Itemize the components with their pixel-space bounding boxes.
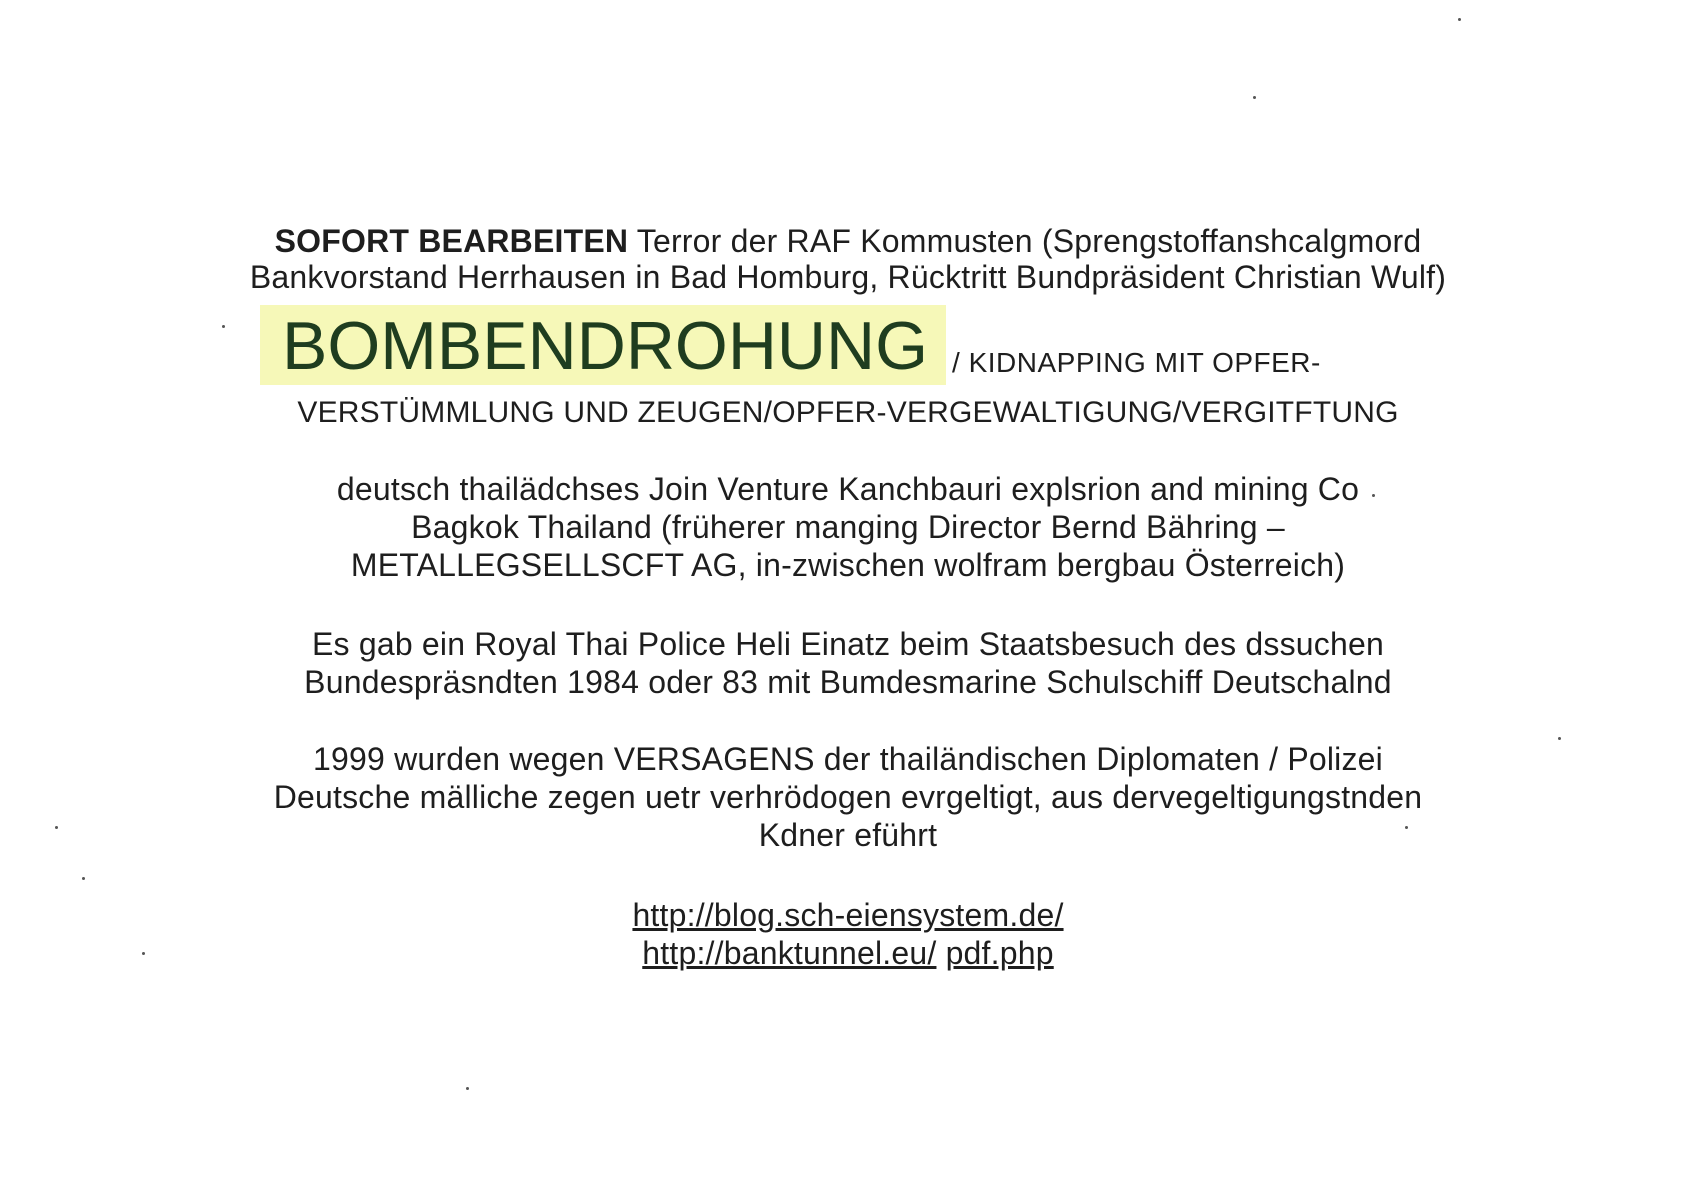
- paragraph1-line: Bagkok Thailand (früherer manging Director Bernd Bähring –: [411, 509, 1285, 545]
- paragraph3-line: Kdner eführt: [758, 817, 938, 853]
- intro-line-2: Bankvorstand Herrhausen in Bad Homburg, Rücktritt Bundpräsident Christian Wulf): [249, 259, 1447, 295]
- pdf-link[interactable]: pdf.php: [945, 935, 1054, 971]
- scan-speck: [1405, 826, 1408, 829]
- scan-speck: [1458, 18, 1461, 21]
- headline-continuation: VERSTÜMMLUNG UND ZEUGEN/OPFER-VERGEWALTIGUNG/VERGITFTUNG: [297, 396, 1399, 429]
- banktunnel-link[interactable]: http://banktunnel.eu/: [642, 935, 937, 971]
- paragraph2-line: Bundespräsndten 1984 oder 83 mit Bumdesmarine Schulschiff Deutschalnd: [304, 664, 1392, 700]
- highlight-marker: [260, 305, 946, 385]
- scan-speck: [142, 952, 145, 955]
- scan-speck: [222, 325, 225, 328]
- link-line-1: [0, 896, 1696, 934]
- paragraph2-line: Es gab ein Royal Thai Police Heli Einatz beim Staatsbesuch des dssuchen: [312, 626, 1384, 662]
- scan-speck: [55, 826, 58, 829]
- blog-link[interactable]: http://blog.sch-eiensystem.de/: [632, 897, 1064, 933]
- paragraph3-line: Deutsche mälliche zegen uetr verhrödogen evrgeltigt, aus dervegeltigungstnden: [273, 779, 1423, 815]
- scan-speck: [1372, 494, 1375, 497]
- intro-line-1-rest: Terror der RAF Kommusten (Sprengstoffanshcalgmord: [628, 223, 1422, 259]
- link-line-2: [0, 934, 1696, 972]
- headline-tail: / KIDNAPPING MIT OPFER-: [952, 347, 1321, 378]
- scan-speck: [1253, 96, 1256, 99]
- headline-word: BOMBENDROHUNG: [282, 308, 929, 384]
- urgent-lead: SOFORT BEARBEITEN: [274, 223, 629, 259]
- paragraph3-line: 1999 wurden wegen VERSAGENS der thailändischen Diplomaten / Polizei: [313, 741, 1383, 777]
- scan-speck: [82, 877, 85, 880]
- intro-line-1: [0, 222, 1696, 260]
- paragraph1-line: METALLEGSELLSCFT AG, in-zwischen wolfram bergbau Österreich): [350, 547, 1346, 583]
- headline-row: [260, 305, 1321, 385]
- paragraph1-line: deutsch thailädchses Join Venture Kanchbauri explsrion and mining Co: [336, 471, 1360, 507]
- scan-speck: [1558, 737, 1561, 740]
- scan-speck: [466, 1087, 469, 1090]
